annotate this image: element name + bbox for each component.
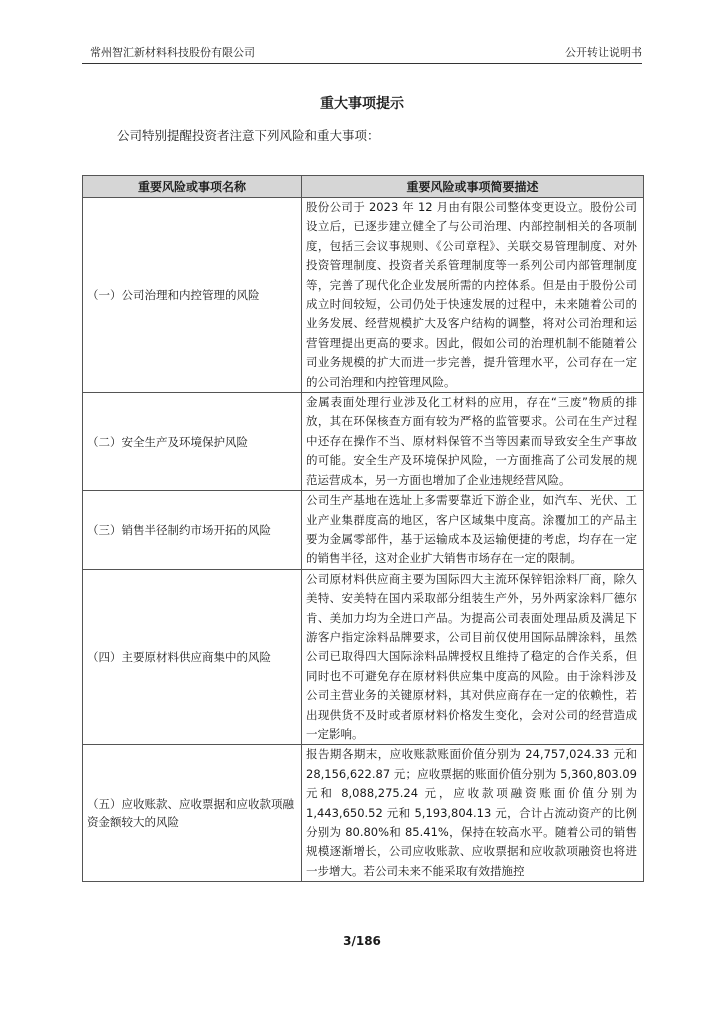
page-number: 3/186	[343, 934, 381, 948]
risk-description-cell: 报告期各期末，应收账款账面价值分别为 24,757,024.33 元和 28,156,622.87 元；应收票据的账面价值分别为 5,360,803.09 元和 8,088,275.24 元，应收款项融资账面价值分别为 1,443,650.52 元和 5,193,804.13 元，合计占流动资产的比例分别为 80.80%和 85.41%，保持在较高水平。随着公司的销售规模逐渐增长，公司应收账款、应收票据和应收款项融资也将进一步增大。若公司未来不能采取有效措施控	[302, 745, 644, 882]
intro-paragraph: 公司特别提醒投资者注意下列风险和重大事项：	[117, 128, 380, 143]
risk-table	[82, 175, 644, 882]
risk-description-cell: 公司原材料供应商主要为国际四大主流环保锌铝涂料厂商，除久美特、安美特在国内采取部分组装生产外，另外两家涂料厂德尔肯、美加力均为全进口产品。为提高公司表面处理品质及满足下游客户指定涂料品牌要求，公司目前仅使用国际品牌涂料，虽然公司已取得四大国际涂料品牌授权且维持了稳定的合作关系，但同时也不可避免存在原材料供应集中度高的风险。由于涂料涉及公司主营业务的关键原材料，其对供应商存在一定的依赖性，若出现供货不及时或者原材料价格发生变化，会对公司的经营造成一定影响。	[302, 569, 644, 745]
table-row	[83, 393, 644, 491]
table-row	[83, 569, 644, 745]
column-header-risk-name: 重要风险或事项名称	[83, 176, 302, 198]
page-title: 重大事项提示	[320, 96, 404, 112]
table-row	[83, 491, 644, 570]
header-document-type: 公开转让说明书	[565, 46, 642, 59]
risk-description-cell: 公司生产基地在选址上多需要靠近下游企业，如汽车、光伏、工业产业集群度高的地区，客户区域集中度高。涂覆加工的产品主要为金属零部件，基于运输成本及运输便捷的考虑，均存在一定的销售半径，这对企业扩大销售市场存在一定的限制。	[302, 491, 644, 570]
table-row	[83, 745, 644, 882]
risk-name-cell: （一）公司治理和内控管理的风险	[83, 198, 302, 393]
header-company-name: 常州智汇新材料科技股份有限公司	[90, 46, 255, 59]
column-header-risk-description: 重要风险或事项简要描述	[302, 176, 644, 198]
risk-description-cell: 股份公司于 2023 年 12 月由有限公司整体变更设立。股份公司设立后，已逐步建立健全了与公司治理、内部控制相关的各项制度，包括三会议事规则、《公司章程》、关联交易管理制度、对外投资管理制度、投资者关系管理制度等一系列公司内部管理制度等，完善了现代化企业发展所需的内控体系。但是由于股份公司成立时间较短，公司仍处于快速发展的过程中，未来随着公司的业务发展、经营规模扩大及客户结构的调整，将对公司治理和运营管理提出更高的要求。因此，假如公司的治理机制不能随着公司业务规模的扩大而进一步完善，提升管理水平，公司存在一定的公司治理和内控管理风险。	[302, 198, 644, 393]
risk-name-cell: （四）主要原材料供应商集中的风险	[83, 569, 302, 745]
table-row	[83, 198, 644, 393]
risk-description-cell: 金属表面处理行业涉及化工材料的应用，存在“三废”物质的排放，其在环保核查方面有较为严格的监管要求。公司在生产过程中还存在操作不当、原材料保管不当等因素而导致安全生产事故的可能。安全生产及环境保护风险，一方面推高了公司发展的规范运营成本，另一方面也增加了企业违规经营风险。	[302, 393, 644, 491]
risk-name-cell: （二）安全生产及环境保护风险	[83, 393, 302, 491]
header-divider	[82, 63, 642, 64]
risk-name-cell: （五）应收账款、应收票据和应收款项融资金额较大的风险	[83, 745, 302, 882]
risk-name-cell: （三）销售半径制约市场开拓的风险	[83, 491, 302, 570]
table-header-row	[83, 176, 644, 198]
